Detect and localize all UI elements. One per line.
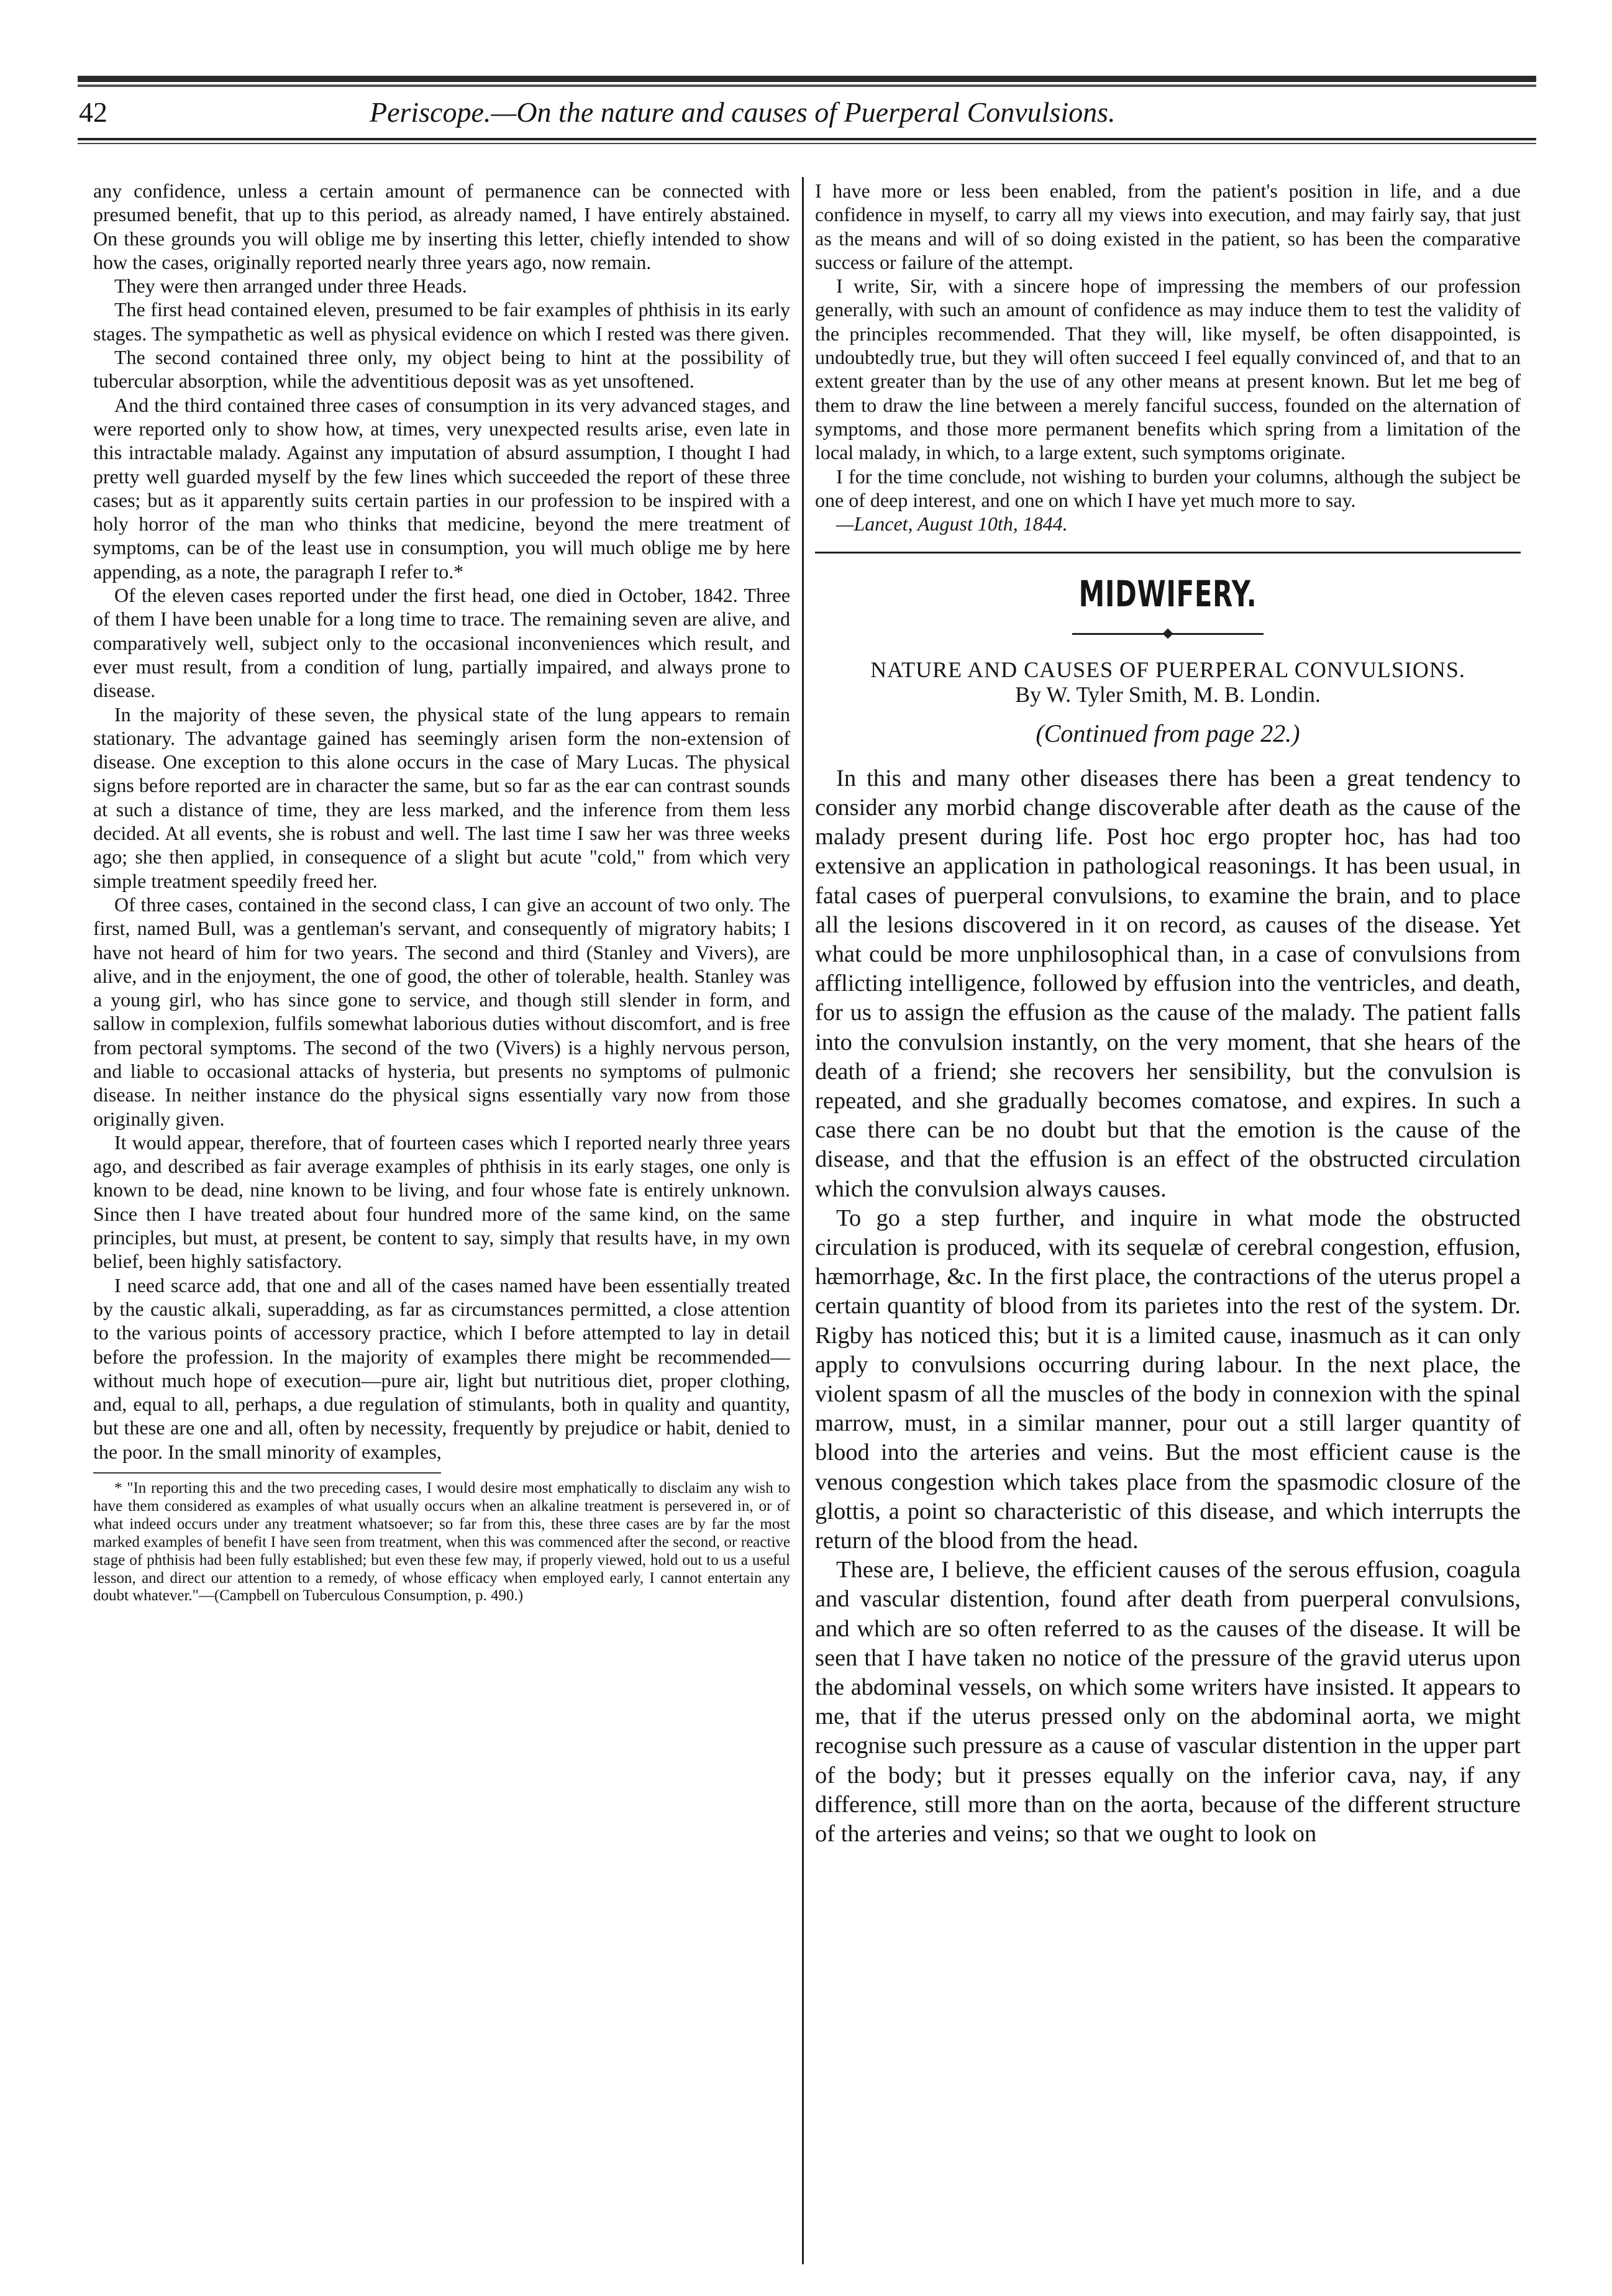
paragraph: I need scarce add, that one and all of the cases named have been essentially treated by the caustic alkali, superadding, as far as circumstances permitted, a close attention to the various points of accessory practice, which I before attempted to lay in detail before the profession. In the majority of examples there might be recommended—without much hope of execution—pure air, light but nutritious diet, proper clothing, and, equal to all, perhaps, a due regulation of stimulants, both in quality and quantity, but these are one and all, often by necessity, frequently by prejudice or habit, denied to the poor. In the small minority of examples, bbox=[93, 1273, 790, 1463]
left-column bbox=[93, 179, 790, 1605]
top-border-thin bbox=[78, 84, 1536, 87]
section-rule bbox=[815, 552, 1521, 554]
paragraph: I write, Sir, with a sincere hope of impressing the members of our profession generally, with such an amount of confidence as may induce them to test the validity of the principles recommended. That they will, like myself, be often disappointed, is undoubtedly true, but they will often succeed I feel equally convinced of, and that to an extent greater than by the use of any other means at present known. But let me beg of them to draw the line between a merely fanciful success, founded on the alternation of symptoms, and those more permanent benefits which spring from a limitation of the local malady, in which, to a large extent, such symptoms originate. bbox=[815, 275, 1521, 464]
running-title: Periscope.—On the nature and causes of Puerperal Convulsions. bbox=[370, 96, 1116, 128]
paragraph: The second contained three only, my object being to hint at the possibility of tubercular absorption, while the adventitious deposit was as yet unsoftened. bbox=[93, 346, 790, 393]
letter-signature: —Lancet, August 10th, 1844. bbox=[836, 512, 1068, 535]
paragraph: any confidence, unless a certain amount of permanence can be connected with presumed benefit, that up to this period, as already named, I have entirely abstained. On these grounds you will oblige me by inserting this letter, chiefly intended to show how the cases, originally reported nearly three years ago, now remain. bbox=[93, 180, 790, 273]
paragraph: They were then arranged under three Heads. bbox=[114, 275, 467, 298]
paragraph: It would appear, therefore, that of fourteen cases which I reported nearly three years ago, and described as fair average examples of phthisis in its early stages, one only is known to be dead, nine known to be living, and four whose fate is entirely unknown. Since then I have treated about four hundred more of the same kind, on the same principles, but must, at present, be content to say, simply that results have, in my own belief, been highly satisfactory. bbox=[93, 1131, 790, 1273]
article-author: By W. Tyler Smith, M. B. Londin. bbox=[1015, 681, 1321, 707]
article-body bbox=[815, 764, 1521, 1849]
page-number: 42 bbox=[79, 96, 107, 128]
paragraph: In the majority of these seven, the physical state of the lung appears to remain stationary. The advantage gained has seemingly arisen form the non-extension of disease. One exception to this alone occurs in the case of Mary Lucas. The physical signs before reported are in character the same, but so far as the ear can contrast sounds at such a distance of time, they are less marked, and the inference from them less decided. At all events, she is robust and well. The last time I saw her was three weeks ago; she then applied, in consequence of a slight but acute "cold," from which very simple treatment speedily freed her. bbox=[93, 703, 790, 892]
footnote-rule bbox=[93, 1472, 441, 1474]
footnote: * "In reporting this and the two preceding cases, I would desire most emphatically to disclaim any wish to have them considered as examples of what usually occurs when an alkaline treatment is persevered in, or of what indeed occurs under any treatment whatsoever; so far from this, these three cases are by far the most marked examples of benefit I have seen from treatment, when this was commenced after the second, or reactive stage of phthisis had been fully established; but even these few may, if properly viewed, hold out to us a useful lesson, and direct our attention to a remedy, of whose efficacy when employed early, I cannot entertain any doubt whatever."—(Campbell on Tuberculous Consumption, p. 490.) bbox=[93, 1480, 790, 1605]
header-rule bbox=[78, 138, 1536, 140]
section-heading: MIDWIFERY. bbox=[1078, 573, 1257, 616]
right-column bbox=[815, 179, 1521, 1849]
column-divider bbox=[802, 177, 804, 2264]
article-title: NATURE AND CAUSES OF PUERPERAL CONVULSIONS. bbox=[870, 657, 1465, 682]
paragraph: These are, I believe, the efficient causes of the serous effusion, coagula and vascular distention, found after death from puerperal convulsions, and which are so often referred to as the causes of the disease. It will be seen that I have taken no notice of the pressure of the gravid uterus upon the abdominal vessels, on which some writers have insisted. It appears to me, that if the uterus pressed only on the abdominal aorta, we might recognise such pressure as a cause of vascular distention in the upper part of the body; but it presses equally on the inferior cava, nay, if any difference, still more than on the aorta, because of the different structure of the arteries and veins; so that we ought to look on bbox=[815, 1557, 1521, 1847]
top-border bbox=[78, 76, 1536, 82]
paragraph: In this and many other diseases there has been a great tendency to consider any morbid change discoverable after death as the cause of the malady present during life. Post hoc ergo propter hoc, has had too extensive an application in pathological reasonings. It has been usual, in fatal cases of puerperal convulsions, to examine the brain, and to place all the lesions discovered in it on record, as causes of the disease. Yet what could be more unphilosophical than, in a case of convulsions from afflicting intelligence, followed by effusion into the ventricles, and death, for us to assign the effusion as the cause of the malady. The patient falls into the convulsion instantly, on the very moment, that she hears of the death of a friend; she recovers her sensibility, but the convulsion is repeated, and she gradually becomes comatose, and expires. In such a case there can be no doubt but that the emotion is the cause of the disease, and that the effusion is an effect of the obstructed circulation which the convulsion always causes. bbox=[815, 765, 1521, 1202]
paragraph: And the third contained three cases of consumption in its very advanced stages, and were reported only to show how, at times, very unexpected results arise, even late in this intractable malady. Against any imputation of absurd assumption, I thought I had pretty well guarded myself by the few lines which succeeded the report of these three cases; but as it apparently suits certain parties in our profession to be inspired with a holy horror of the man who thinks that medicine, beyond the mere treatment of symptoms, can be of the least use in consumption, you will much oblige me by here appending, as a note, the paragraph I refer to.* bbox=[93, 393, 790, 583]
paragraph: Of the eleven cases reported under the first head, one died in October, 1842. Three of them I have been unable for a long time to trace. The remaining seven are alive, and comparatively well, subject only to the occasional inconveniences which result, and ever must result, from a condition of lung, partially impaired, and always prone to disease. bbox=[93, 584, 790, 702]
ornament-rule bbox=[815, 619, 1521, 643]
article-title-block bbox=[815, 657, 1521, 707]
continued-note: (Continued from page 22.) bbox=[1036, 719, 1300, 747]
paragraph: I for the time conclude, not wishing to burden your columns, although the subject be one of deep interest, and one on which I have yet much more to say. bbox=[815, 465, 1521, 511]
page-header bbox=[78, 93, 1536, 132]
paragraph: I have more or less been enabled, from the patient's position in life, and a due confidence in myself, to carry all my views into execution, and may fairly say, that just as the means and will of so doing existed in the patient, so has been the comparative success or failure of the attempt. bbox=[815, 180, 1521, 273]
paragraph: To go a step further, and inquire in what mode the obstructed circulation is produced, with its sequelæ of cerebral congestion, effusion, hæmorrhage, &c. In the first place, the contractions of the uterus propel a certain quantity of blood from its parietes into the rest of the system. Dr. Rigby has noticed this; but it is a limited cause, inasmuch as it can only apply to convulsions occurring during labour. In the next place, the violent spasm of all the muscles of the body in connexion with the spinal marrow, must, in a similar manner, pour out a still larger quantity of blood into the arteries and veins. But the most efficient cause is the venous congestion which takes place from the spasmodic closure of the glottis, a point so characteristic of this disease, and which interrupts the return of the blood from the head. bbox=[815, 1205, 1521, 1554]
paragraph: The first head contained eleven, presumed to be fair examples of phthisis in its early stages. The sympathetic as well as physical evidence on which I rested was there given. bbox=[93, 298, 790, 345]
header-rule-thin bbox=[78, 143, 1536, 144]
paragraph: Of three cases, contained in the second class, I can give an account of two only. The first, named Bull, was a gentleman's servant, and consequently of migratory habits; I have not heard of him for two years. The second and third (Stanley and Vivers), are alive, and in the enjoyment, the one of good, the other of tolerable, health. Stanley was a young girl, who has since gone to service, and though still slender in form, and sallow in complexion, fulfils somewhat laborious duties without discomfort, and is free from pectoral symptoms. The second of the two (Vivers) is a highly nervous person, and liable to occasional attacks of hysteria, but presents no symptoms of pulmonic disease. In neither instance do the physical signs essentially vary now from those originally given. bbox=[93, 893, 790, 1130]
